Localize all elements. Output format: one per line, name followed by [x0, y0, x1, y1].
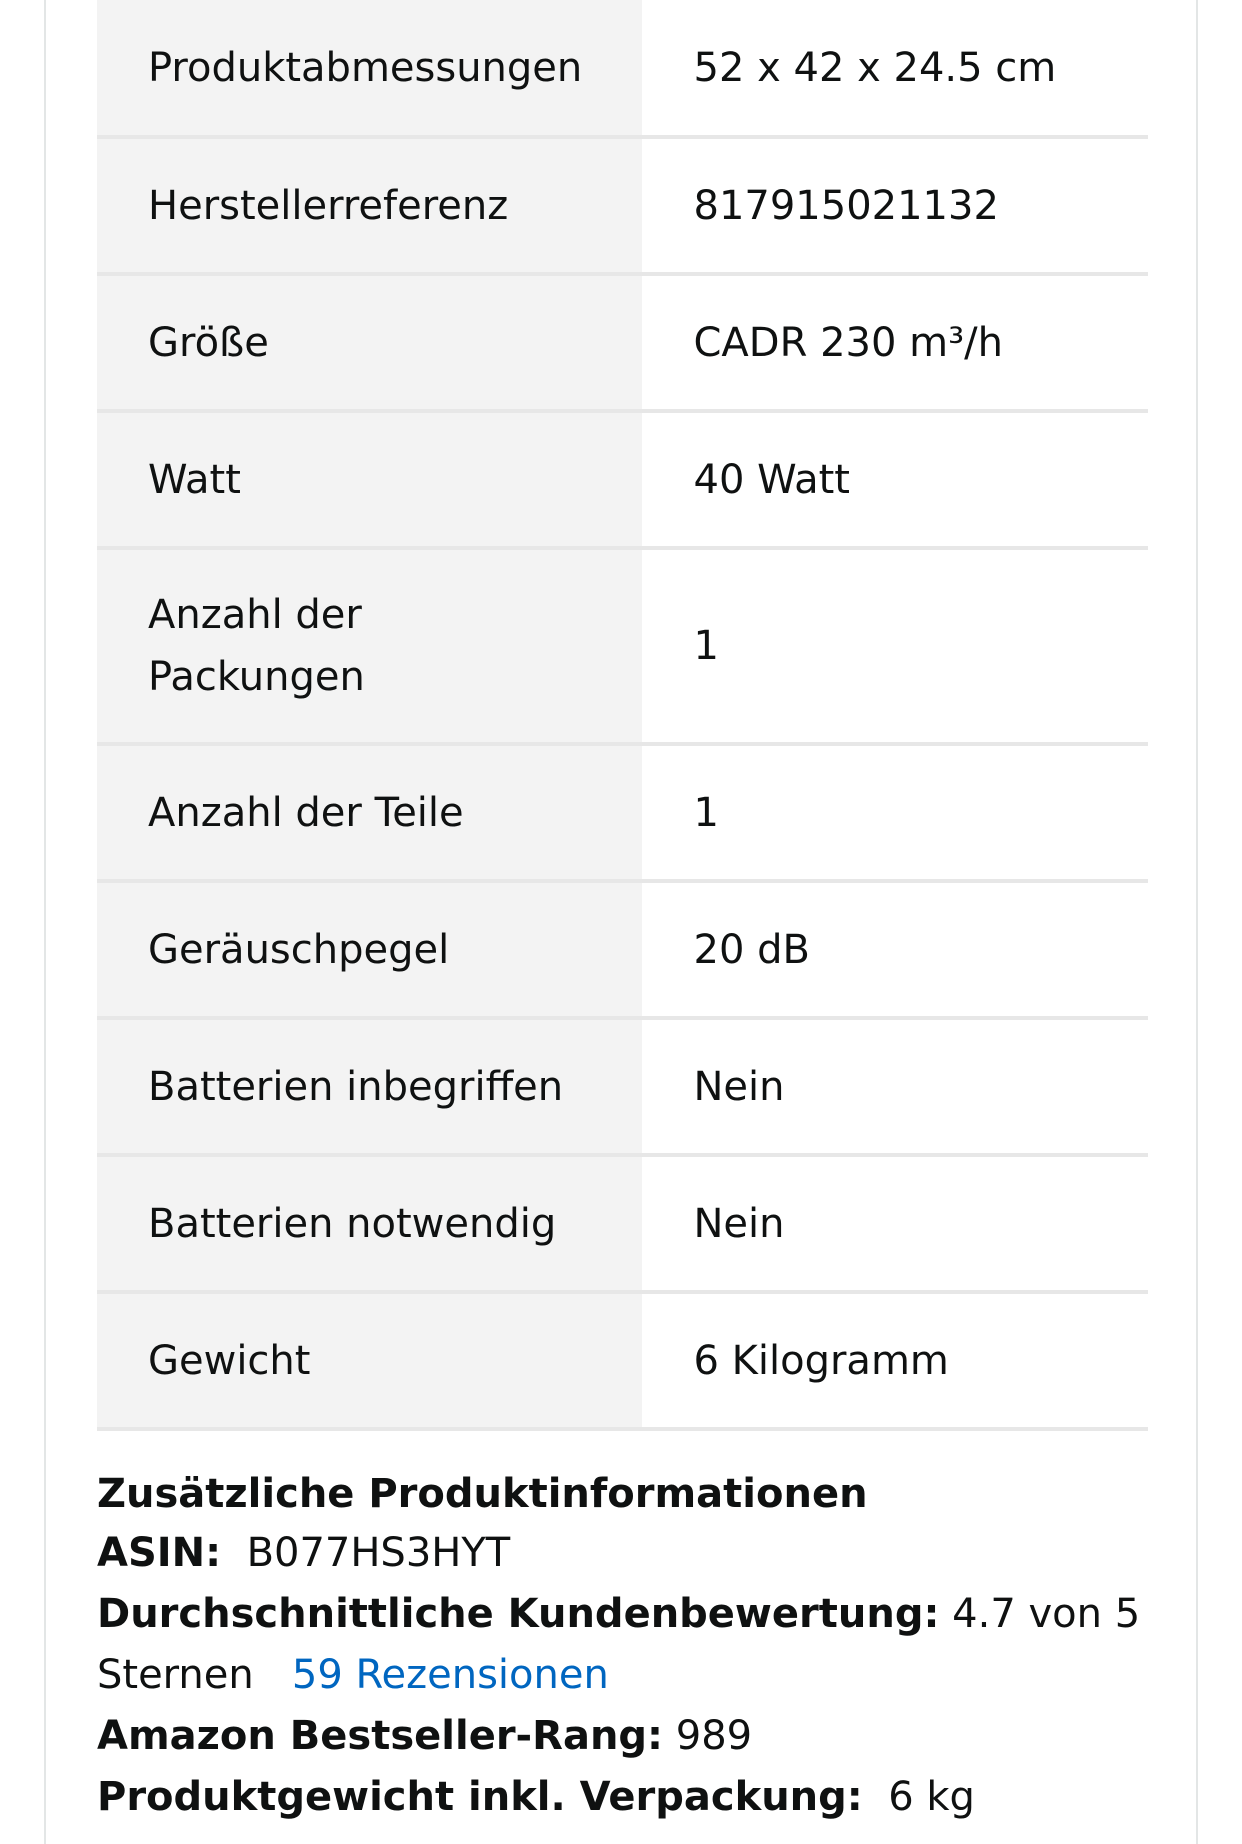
table-row: [97, 274, 1148, 411]
spec-value: Nein: [643, 1155, 1148, 1292]
rating-value: 4.7 von 5 Sternen: [97, 1591, 1141, 1698]
spec-value: 20 dB: [643, 881, 1148, 1018]
spec-label: Geräuschpegel: [97, 881, 643, 1018]
bestseller-rank-line: [97, 1706, 1157, 1767]
table-row: [97, 744, 1148, 881]
table-row: [97, 137, 1148, 274]
spec-value: 6 Kilogramm: [643, 1292, 1148, 1429]
spec-label: Batterien inbegriffen: [97, 1018, 643, 1155]
spec-label: Batterien notwendig: [97, 1155, 643, 1292]
spec-value: Nein: [643, 1018, 1148, 1155]
reviews-label: Rezensionen: [355, 1652, 609, 1698]
rating-label: Durchschnittliche Kundenbewertung:: [97, 1591, 940, 1637]
rank-label: Amazon Bestseller-Rang:: [97, 1713, 664, 1759]
table-row: [97, 548, 1148, 744]
table-row: [97, 411, 1148, 548]
package-weight-line: [97, 1767, 1157, 1828]
weight-label: Produktgewicht inkl. Verpackung:: [97, 1774, 863, 1820]
spec-label: Herstellerreferenz: [97, 137, 643, 274]
rank-value: 989: [675, 1713, 753, 1759]
spec-value: 1: [643, 744, 1148, 881]
additional-product-info: [97, 1464, 1157, 1828]
spec-label: Größe: [97, 274, 643, 411]
table-row: [97, 1018, 1148, 1155]
asin-line: [97, 1523, 1157, 1584]
section-heading: Zusätzliche Produktinformationen: [97, 1471, 868, 1517]
spec-value: 817915021132: [643, 137, 1148, 274]
spec-value: 1: [643, 548, 1148, 744]
table-row: [97, 1292, 1148, 1429]
spec-label: Anzahl der Teile: [97, 744, 643, 881]
spec-label: Gewicht: [97, 1292, 643, 1429]
spec-value: 40 Watt: [643, 411, 1148, 548]
table-row: [97, 0, 1148, 137]
table-row: [97, 1155, 1148, 1292]
spec-label: Watt: [97, 411, 643, 548]
table-row: [97, 881, 1148, 1018]
asin-value: B077HS3HYT: [246, 1530, 511, 1576]
spec-label: Anzahl der Packungen: [97, 548, 643, 744]
reviews-count: 59: [291, 1652, 343, 1698]
asin-label: ASIN:: [97, 1530, 222, 1576]
spec-label: Produktabmessungen: [97, 0, 643, 137]
rating-line: [97, 1584, 1157, 1706]
spec-value: CADR 230 m³/h: [643, 274, 1148, 411]
spec-value: 52 x 42 x 24.5 cm: [643, 0, 1148, 137]
weight-value: 6 kg: [888, 1774, 975, 1820]
reviews-link[interactable]: [292, 1652, 609, 1698]
technical-details-table: [97, 0, 1148, 1431]
